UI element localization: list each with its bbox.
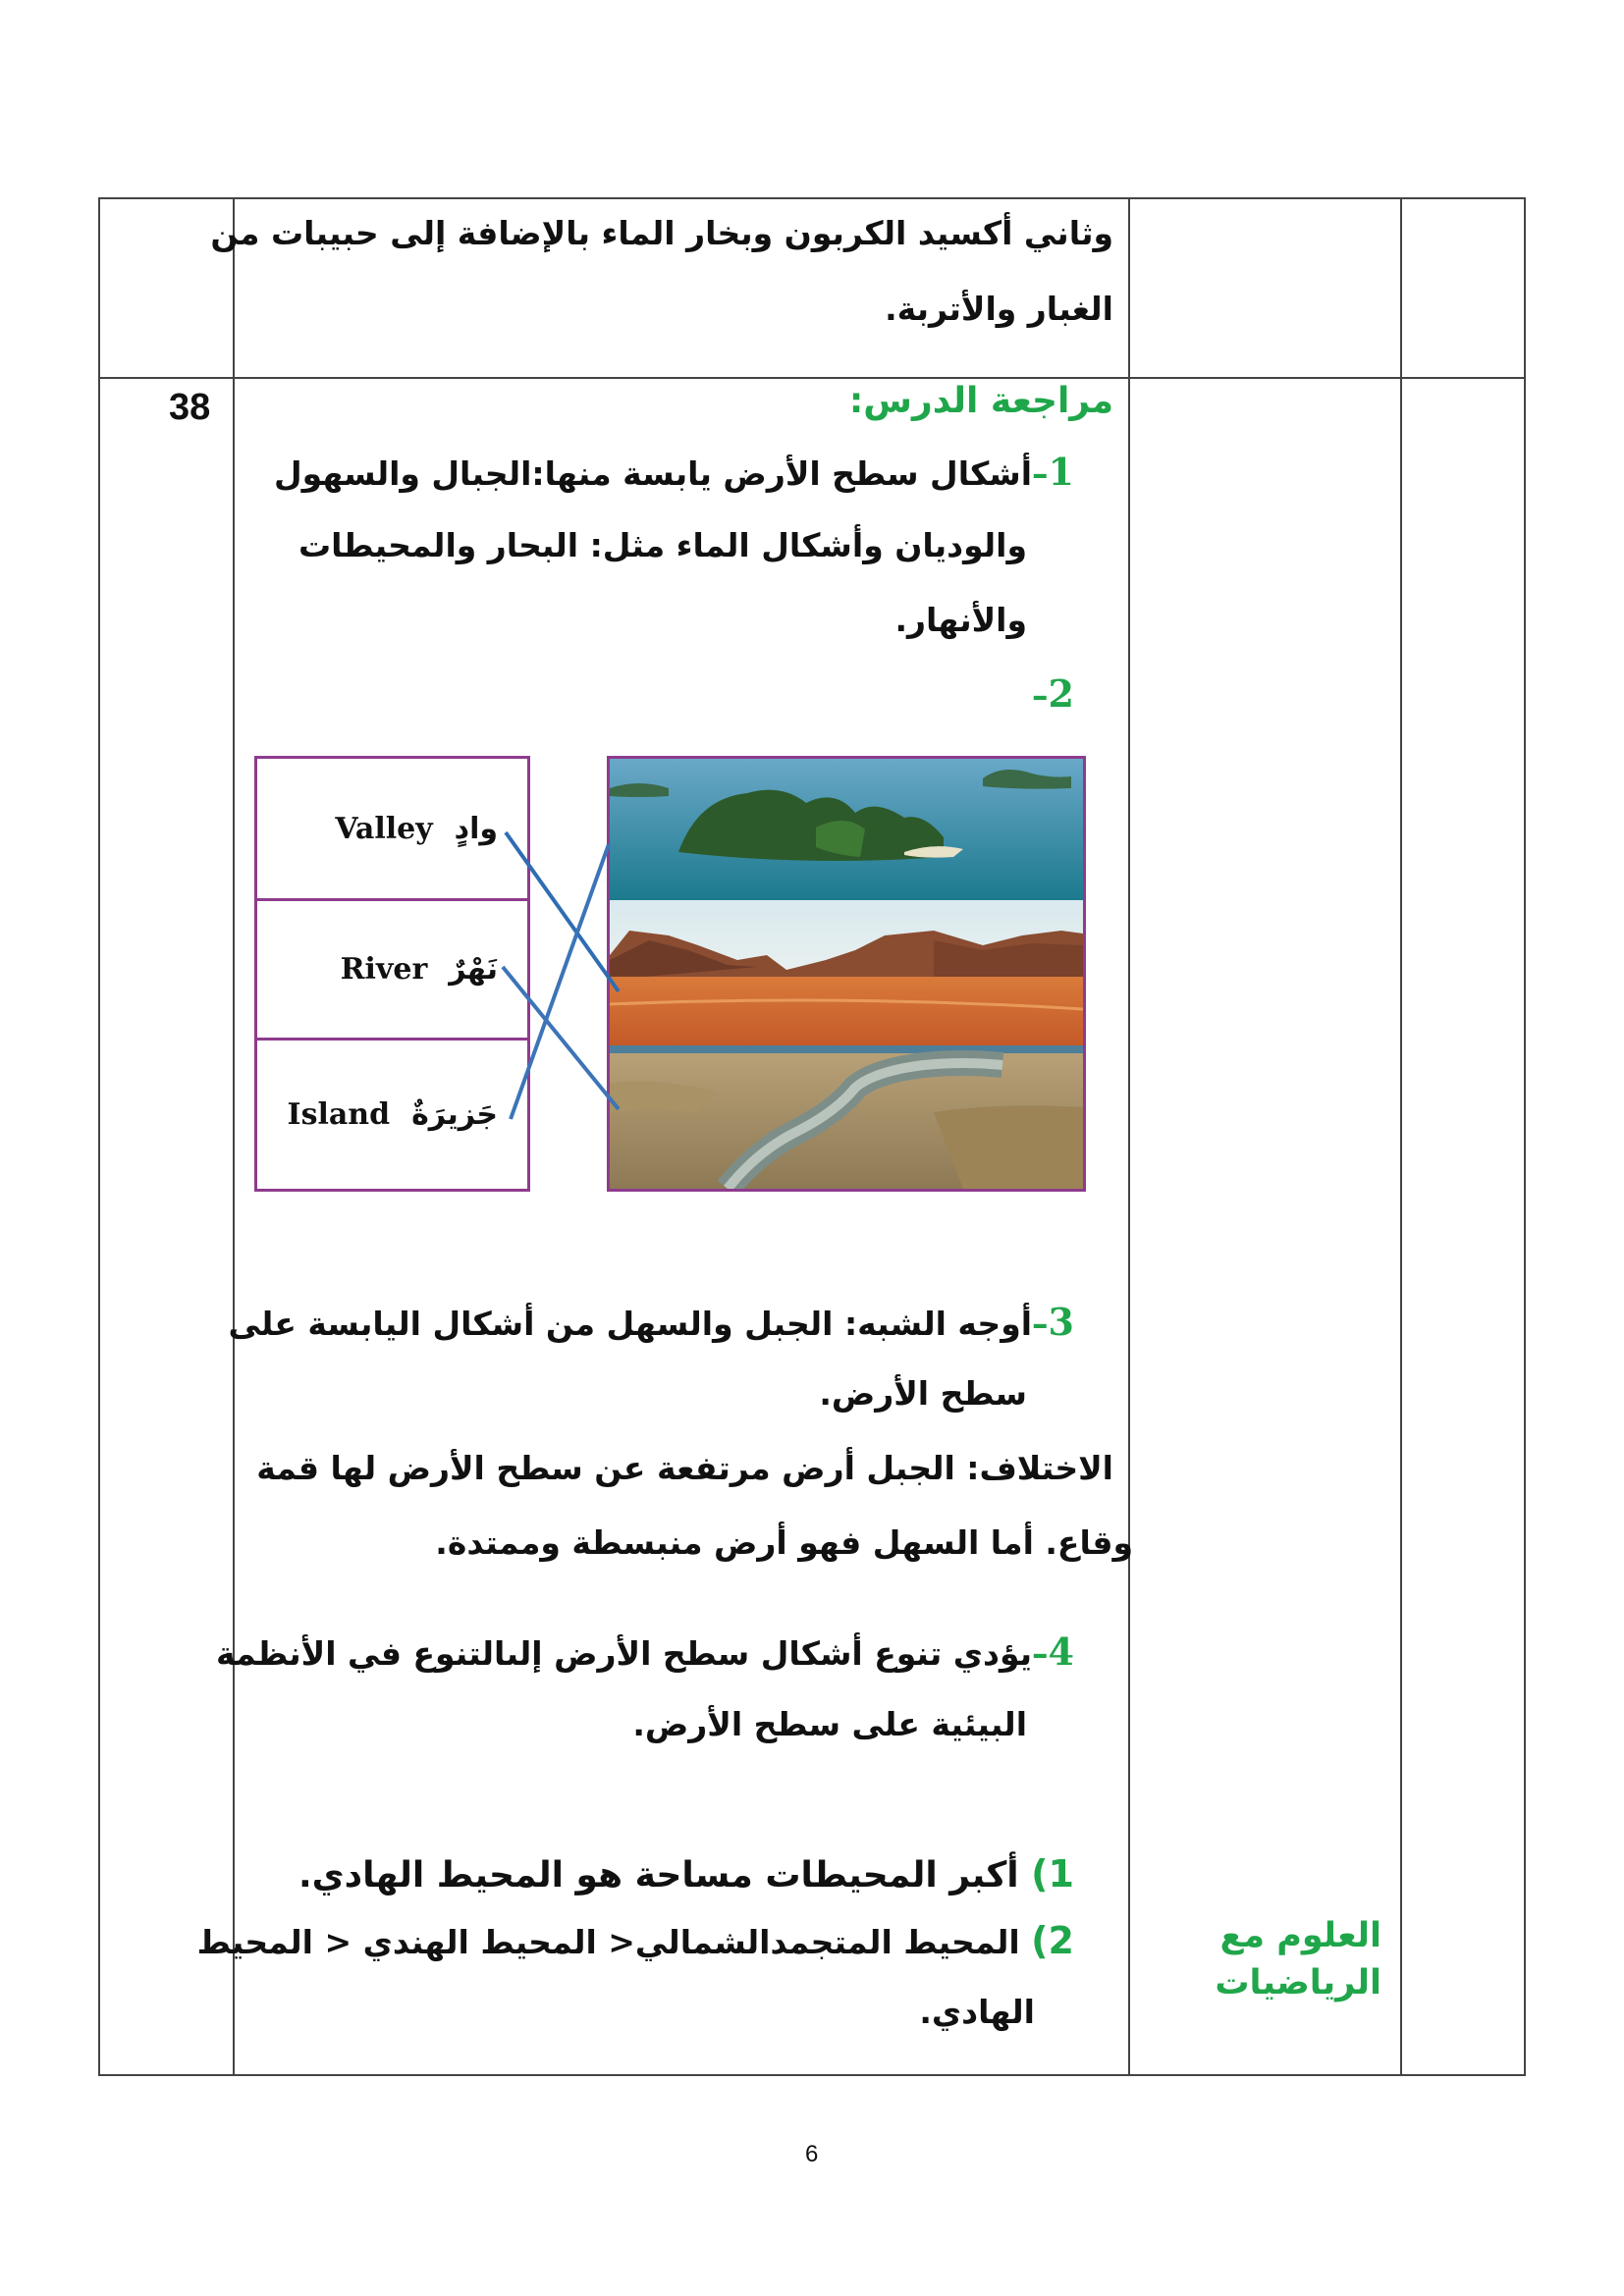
- q3-number: 3: [1048, 1300, 1074, 1344]
- q4-line1: يؤدي تنوع أشكال سطح الأرض إلىالتنوع في الأنظمة: [215, 1634, 1033, 1673]
- q3-line2: سطح الأرض.: [819, 1374, 1027, 1413]
- lesson-page-number: 38: [169, 387, 211, 428]
- q1-line3: والأنهار.: [894, 601, 1027, 639]
- side-label-line1: العلوم مع: [1219, 1916, 1381, 1955]
- word-valley-ar: وادٍ: [454, 811, 498, 846]
- word-river-ar: نَهْرٌ: [449, 952, 498, 987]
- footer-page-number: 6: [805, 2141, 819, 2167]
- q3-line1: أوجه الشبه: الجبل والسهل من أشكال اليابسة على: [228, 1305, 1033, 1343]
- q1-number: 1: [1048, 450, 1074, 494]
- word-island-ar: جَزيرَةٌ: [411, 1097, 498, 1132]
- math-item1-text: أكبر المحيطات مساحة هو المحيط الهادي.: [298, 1855, 1019, 1896]
- side-label-line2: الرياضيات: [1215, 1963, 1381, 2002]
- q4-dash: –: [1032, 1634, 1049, 1673]
- review-title: مراجعة الدرس:: [848, 381, 1113, 421]
- q3-line4: وقاع. أما السهل فهو أرض منبسطة وممتدة.: [435, 1523, 1133, 1562]
- word-river-en: River: [340, 952, 428, 987]
- q3-line3: الاختلاف: الجبل أرض مرتفعة عن سطح الأرض لها قمة: [256, 1449, 1113, 1487]
- side-label: [1215, 1912, 1381, 2006]
- q1-dash: –: [1032, 454, 1049, 493]
- q2-number: 2: [1048, 671, 1074, 716]
- q4-number: 4: [1048, 1629, 1074, 1674]
- word-valley-en: Valley: [335, 811, 433, 846]
- row1-line1: وثاني أكسيد الكربون وبخار الماء بالإضافة إلى حبيبات من: [210, 214, 1113, 252]
- match-line-valley: [506, 832, 619, 991]
- q1-line2: والوديان وأشكال الماء مثل: البحار والمحيطات: [298, 526, 1027, 564]
- math-item1-number: 1): [1031, 1852, 1074, 1896]
- q3-dash: –: [1032, 1305, 1049, 1343]
- q4-line2: البيئية على سطح الأرض.: [632, 1705, 1027, 1743]
- math-item2-line2: الهادي.: [919, 1993, 1035, 2031]
- word-island-en: Island: [287, 1097, 391, 1132]
- q2-dash: –: [1032, 676, 1049, 715]
- q1-line1: أشكال سطح الأرض يابسة منها:الجبال والسهول: [274, 454, 1033, 493]
- math-item2-line1: المحيط المتجمدالشمالي< المحيط الهندي < المحيط: [196, 1923, 1020, 1961]
- math-item2-number: 2): [1031, 1919, 1074, 1962]
- row1-line2: الغبار والأتربة.: [885, 290, 1113, 328]
